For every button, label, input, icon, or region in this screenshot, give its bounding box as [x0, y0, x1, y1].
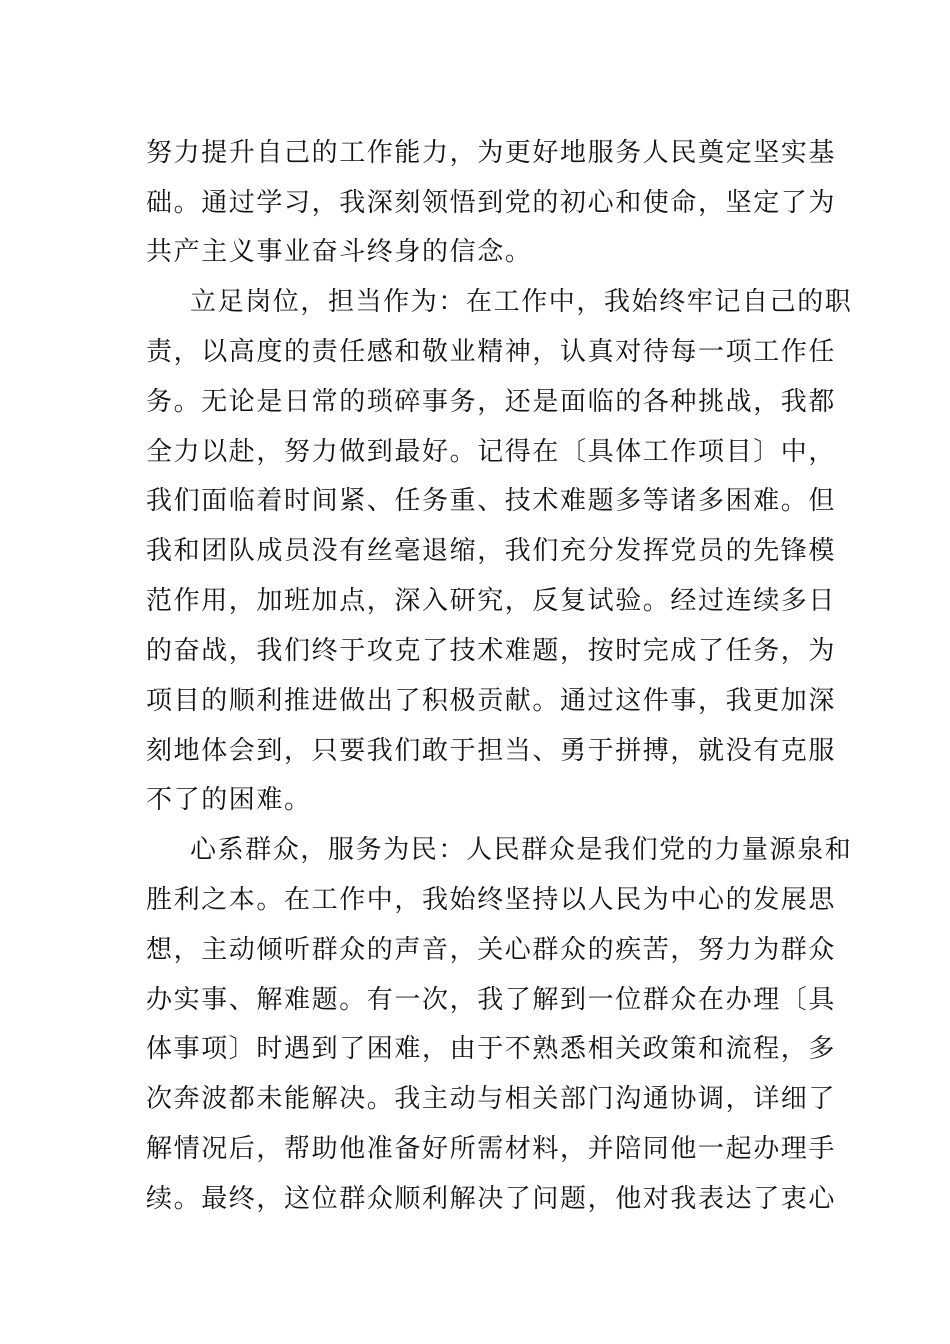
text-line: 范作用，加班加点，深入研究，反复试验。经过连续多日	[146, 586, 837, 616]
text-line: 胜利之本。在工作中，我始终坚持以人民为中心的发展思	[146, 885, 837, 915]
text-line: 我们面临着时间紧、任务重、技术难题多等诸多困难。但	[146, 486, 837, 516]
text-line: 立足岗位，担当作为：在工作中，我始终牢记自己的职	[190, 287, 853, 317]
text-line: 办实事、解难题。有一次，我了解到一位群众在办理〔具	[146, 985, 837, 1015]
text-line: 我和团队成员没有丝毫退缩，我们充分发挥党员的先锋模	[146, 536, 837, 566]
text-line: 次奔波都未能解决。我主动与相关部门沟通协调，详细了	[146, 1084, 837, 1114]
text-line: 心系群众，服务为民：人民群众是我们党的力量源泉和	[190, 835, 853, 865]
text-line: 务。无论是日常的琐碎事务，还是面临的各种挑战，我都	[146, 387, 837, 417]
text-line: 项目的顺利推进做出了积极贡献。通过这件事，我更加深	[146, 686, 837, 716]
text-line: 努力提升自己的工作能力，为更好地服务人民奠定坚实基	[146, 138, 837, 168]
text-line: 础。通过学习，我深刻领悟到党的初心和使命，坚定了为	[146, 188, 837, 218]
text-line: 想，主动倾听群众的声音，关心群众的疾苦，努力为群众	[146, 935, 837, 965]
text-line: 刻地体会到，只要我们敢于担当、勇于拼搏，就没有克服	[146, 736, 837, 766]
text-line: 解情况后，帮助他准备好所需材料，并陪同他一起办理手	[146, 1134, 837, 1164]
text-line: 体事项〕时遇到了困难，由于不熟悉相关政策和流程，多	[146, 1034, 837, 1064]
text-line: 责，以高度的责任感和敬业精神，认真对待每一项工作任	[146, 337, 837, 367]
text-line: 共产主义事业奋斗终身的信念。	[146, 237, 533, 267]
text-line: 的奋战，我们终于攻克了技术难题，按时完成了任务，为	[146, 636, 837, 666]
text-line: 不了的困难。	[146, 785, 312, 815]
text-line: 全力以赴，努力做到最好。记得在〔具体工作项目〕中，	[146, 437, 837, 467]
text-line: 续。最终，这位群众顺利解决了问题，他对我表达了衷心	[146, 1184, 837, 1214]
